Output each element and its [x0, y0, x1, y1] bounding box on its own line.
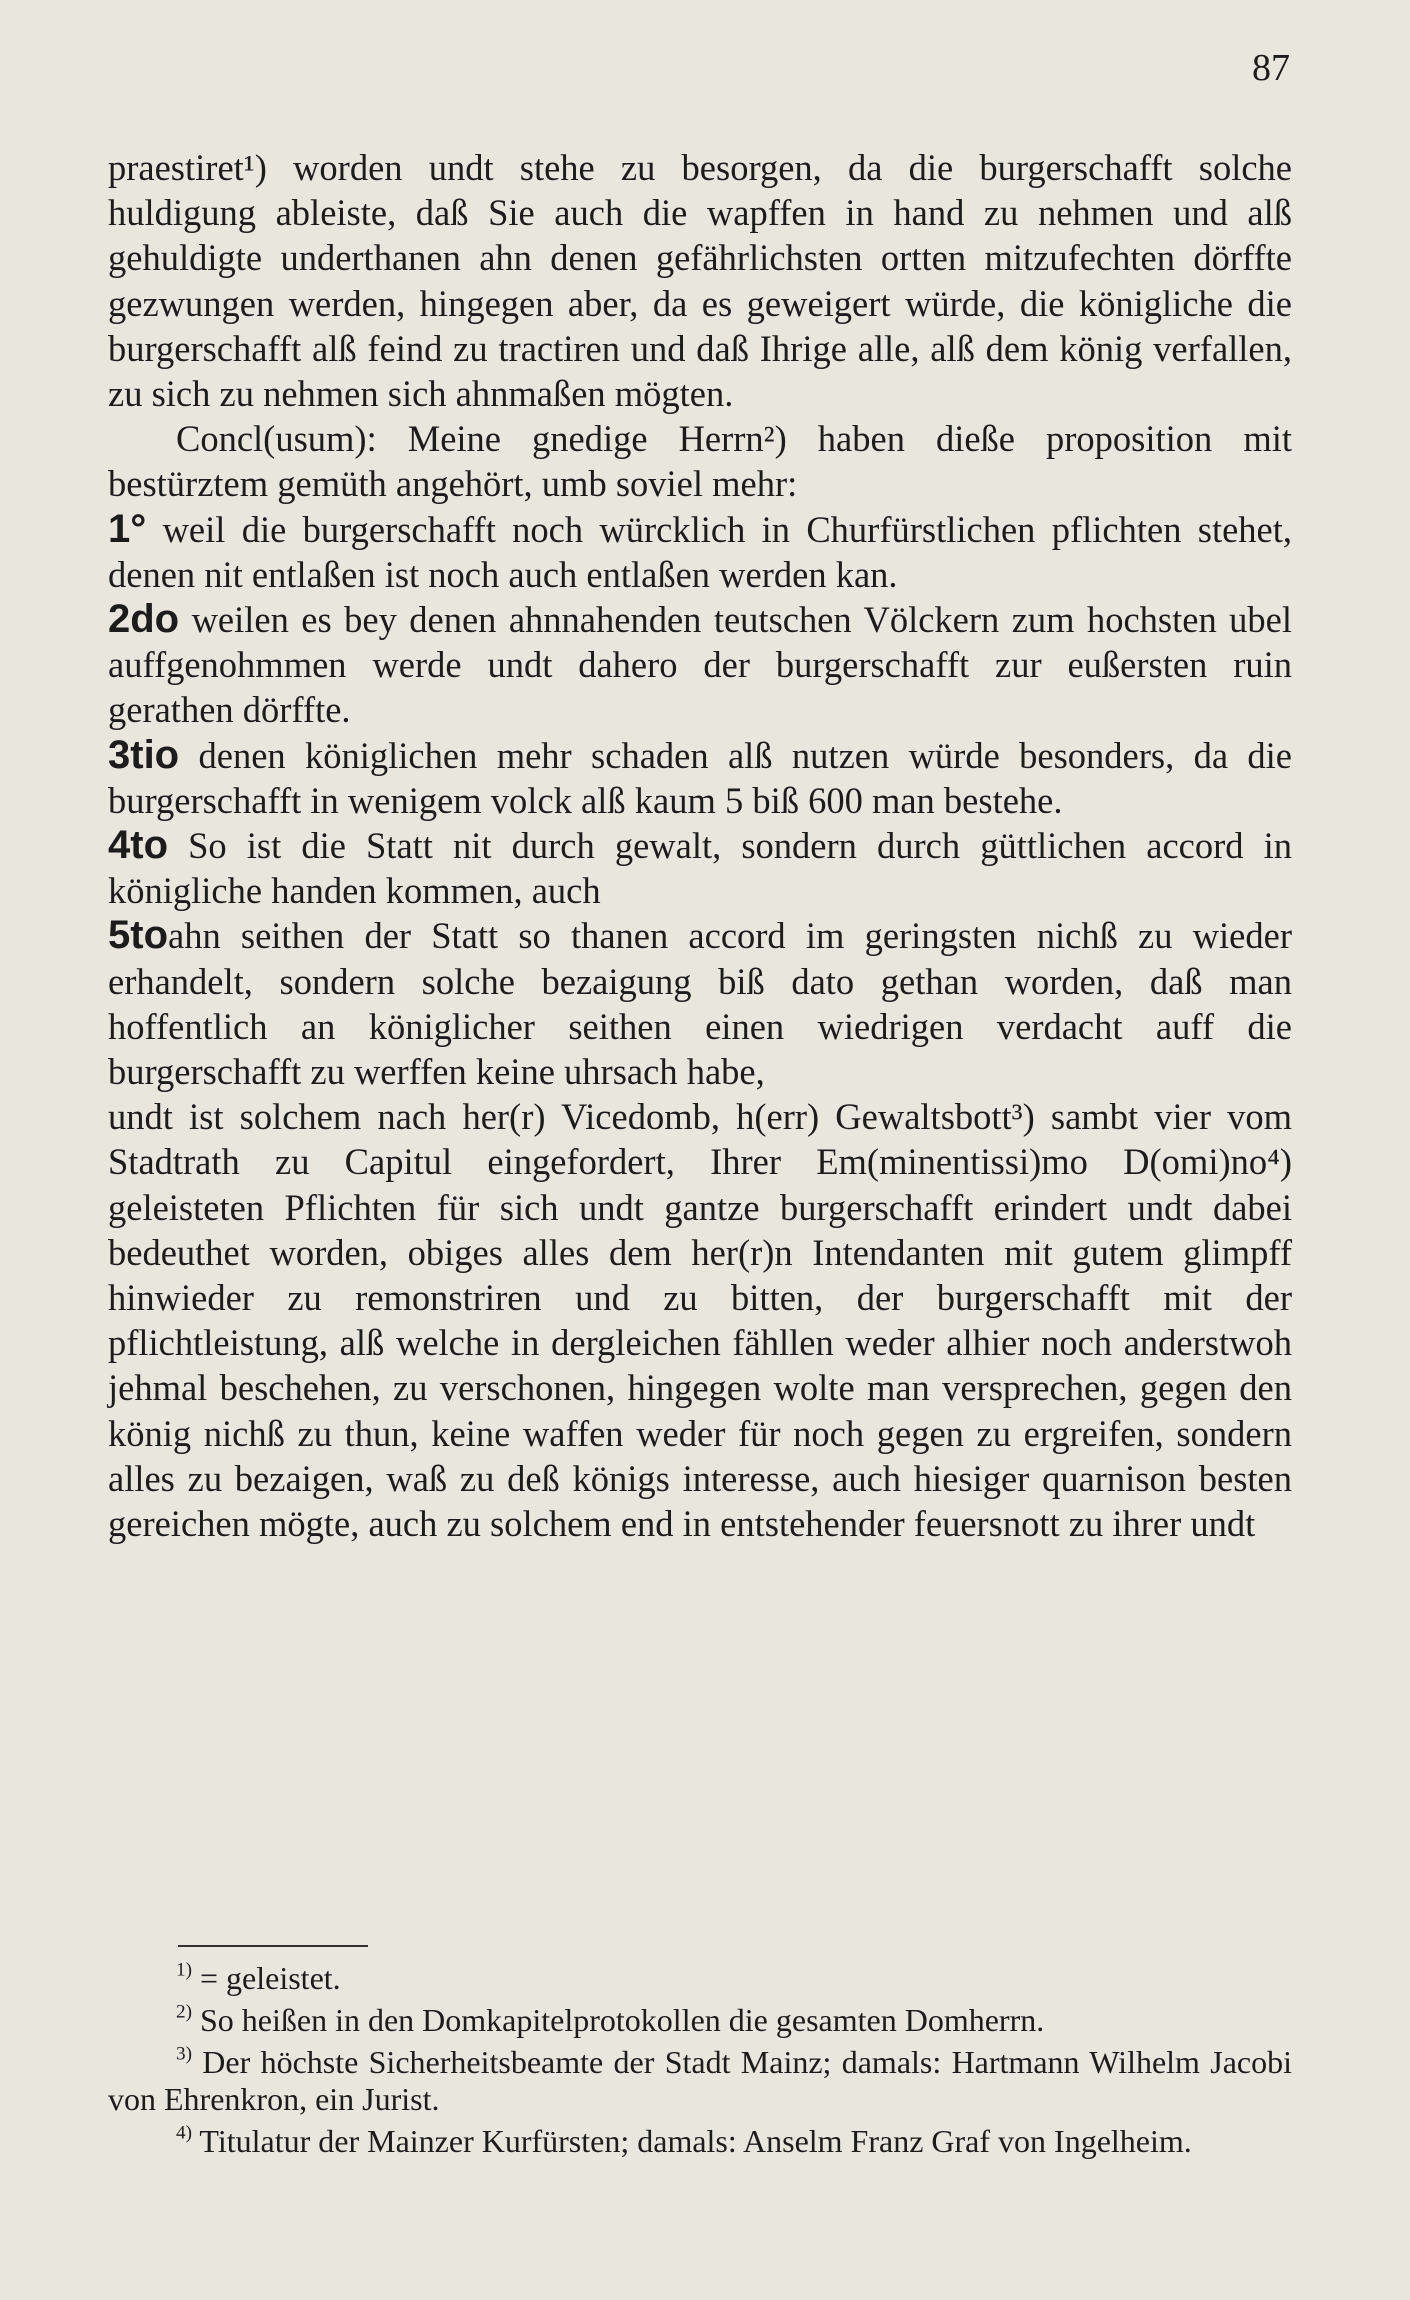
point-5: 5toahn seithen der Statt so thanen accord im geringsten nichß zu wieder erhandelt, sondern solche bezaigung biß dato gethan worden, daß man hoffentlich an königlicher seithen einen wiedrigen verdacht auff die burgerschafft zu werffen keine uhrsach habe, — [108, 913, 1292, 1093]
paragraph-final: undt ist solchem nach her(r) Vicedomb, h(err) Gewaltsbott³) sambt vier vom Stadtrath zu Capitul eingefordert, Ihrer Em(minentissi)mo D(omi)no⁴) geleisteten Pflichten für sich undt gantze burgerschafft erindert undt dabei bedeuthet worden, obiges alles dem her(r)n Intendanten mit gutem glimpff hinwieder zu remonstriren und zu bitten, der burgerschafft mit der pflichtleistung, alß welche in dergleichen fähllen weder alhier noch anderstwoh jehmal beschehen, zu verschonen, hingegen wolte man versprechen, gegen den könig nichß zu thun, keine waffen weder für noch gegen zu ergreifen, sondern alles zu bezaigen, waß zu deß königs interesse, auch hiesiger quarnison besten gereichen mögte, auch zu solchem end in entstehender feuersnott zu ihrer undt — [108, 1096, 1292, 1545]
point-3: 3tio denen königlichen mehr schaden alß nutzen würde besonders, da die burgerschafft in wenigem volck alß kaum 5 biß 600 man bestehe. — [108, 732, 1293, 821]
footnote: $^{4)}$ Titulatur der Mainzer Kurfürsten; damals: Anselm Franz Graf von Ingelheim. — [176, 2122, 1192, 2159]
footnote: $^{2)}$ So heißen in den Domkapitelprotokollen die gesamten Domherrn. — [176, 2001, 1045, 2038]
footnotes — [108, 1960, 1292, 2165]
point-4: 4to So ist die Statt nit durch gewalt, sondern durch güttlichen accord in königliche handen kommen, auch — [108, 823, 1292, 912]
point-marker: 5to — [108, 913, 168, 958]
point-2: 2do weilen es bey denen ahnnahenden teutschen Völckern zum hochsten ubel auffgenohmmen werde undt dahero der burgerschafft zur eußersten ruin gerathen dörffte. — [108, 597, 1292, 731]
footnote: $^{3)}$ Der höchste Sicherheitsbeamte der Stadt Mainz; damals: Hartmann Wilhelm Jacobi von Ehrenkron, ein Jurist. — [108, 2043, 1293, 2117]
footnote-mark: 1) — [176, 1959, 192, 1981]
footnote-mark: 4) — [176, 2122, 192, 2144]
page-number: 87 — [1252, 47, 1290, 89]
footnote-separator — [178, 1945, 368, 1947]
paragraph-1: praestiret¹) worden undt stehe zu besorgen, da die burgerschafft solche huldigung ableiste, daß Sie auch die wapffen in hand zu nehmen und alß gehuldigte underthanen ahn denen gefährlichsten ortten mitzufechten dörffte gezwungen werden, hingegen aber, da es geweigert würde, die königliche die burgerschafft alß feind zu tractiren und daß Ihrige alle, alß dem könig verfallen, zu sich zu nehmen sich ahnmaßen mögten. — [108, 147, 1292, 415]
footnote-mark: 3) — [176, 2043, 192, 2065]
point-marker: 3tio — [108, 732, 180, 777]
paragraph-conclusum: Concl(usum): Meine gnedige Herrn²) haben dieße proposition mit bestürztem gemüth angehört, umb soviel mehr: — [108, 418, 1292, 505]
footnote: $^{1)}$ = geleistet. — [176, 1959, 341, 1996]
body-text — [108, 145, 1292, 1546]
footnote-mark: 2) — [176, 2001, 192, 2023]
point-marker: 1° — [108, 506, 147, 551]
point-marker: 4to — [108, 823, 168, 868]
point-marker: 2do — [108, 597, 180, 642]
point-1: 1° weil die burgerschafft noch würcklich in Churfürstlichen pflichten stehet, denen nit entlaßen ist noch auch entlaßen werden kan. — [108, 506, 1293, 595]
